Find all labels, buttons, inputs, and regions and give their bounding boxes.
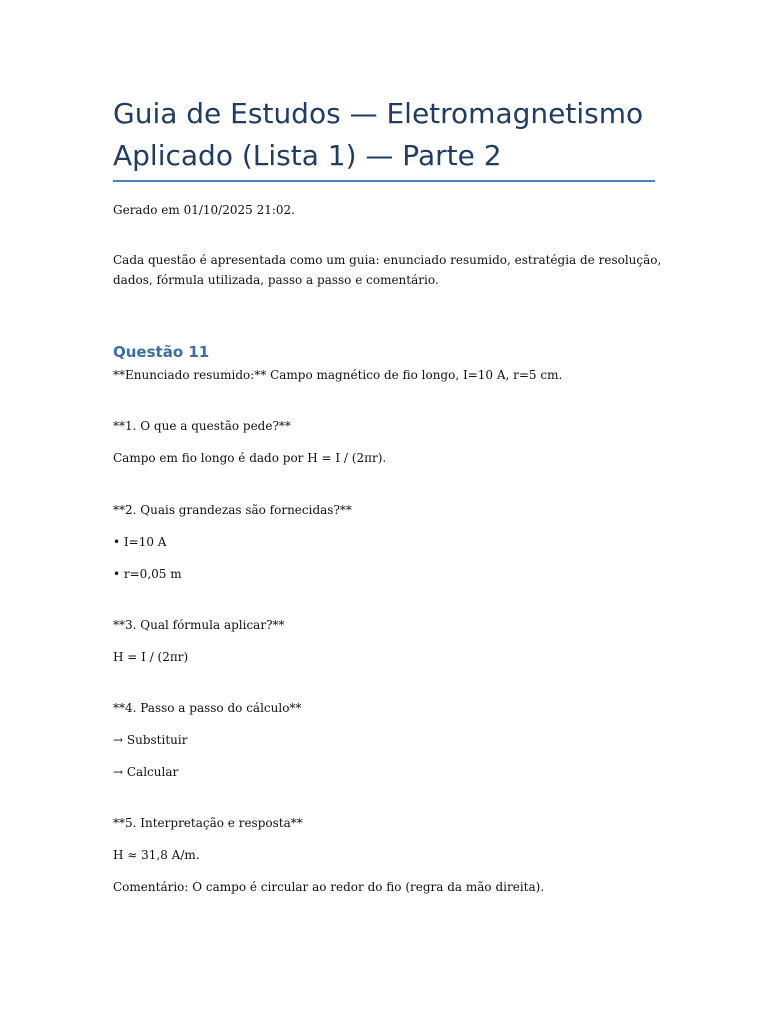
step-4-title: **4. Passo a passo do cálculo** [113,701,302,715]
step-1-title: **1. O que a questão pede?** [113,419,291,433]
intro-line-2: dados, fórmula utilizada, passo a passo e comentário. [113,273,439,287]
intro-line-1: Cada questão é apresentada como um guia: enunciado resumido, estratégia de resolução, [113,253,662,267]
step-1-text: Campo em fio longo é dado por H = I / (2πr). [113,451,387,465]
generated-date: Gerado em 01/10/2025 21:02. [113,203,295,217]
step-4-item-calcular: → Calcular [113,765,179,779]
title-underline [113,180,655,182]
step-2-title: **2. Quais grandezas são fornecidas?** [113,503,352,517]
step-3-formula: H = I / (2πr) [113,650,189,664]
question-heading: Questão 11 [113,343,210,361]
step-2-item-radius: • r=0,05 m [113,567,182,581]
step-3-title: **3. Qual fórmula aplicar?** [113,618,285,632]
step-5-title: **5. Interpretação e resposta** [113,816,303,830]
step-4-item-substituir: → Substituir [113,733,188,747]
step-2-item-current: • I=10 A [113,535,167,549]
question-summary: **Enunciado resumido:** Campo magnético de fio longo, I=10 A, r=5 cm. [113,368,563,382]
document-title: Guia de Estudos — Eletromagnetismo Aplicado (Lista 1) — Parte 2 [113,97,644,172]
question-comment: Comentário: O campo é circular ao redor do fio (regra da mão direita). [113,880,545,894]
step-5-answer: H ≈ 31,8 A/m. [113,848,200,862]
